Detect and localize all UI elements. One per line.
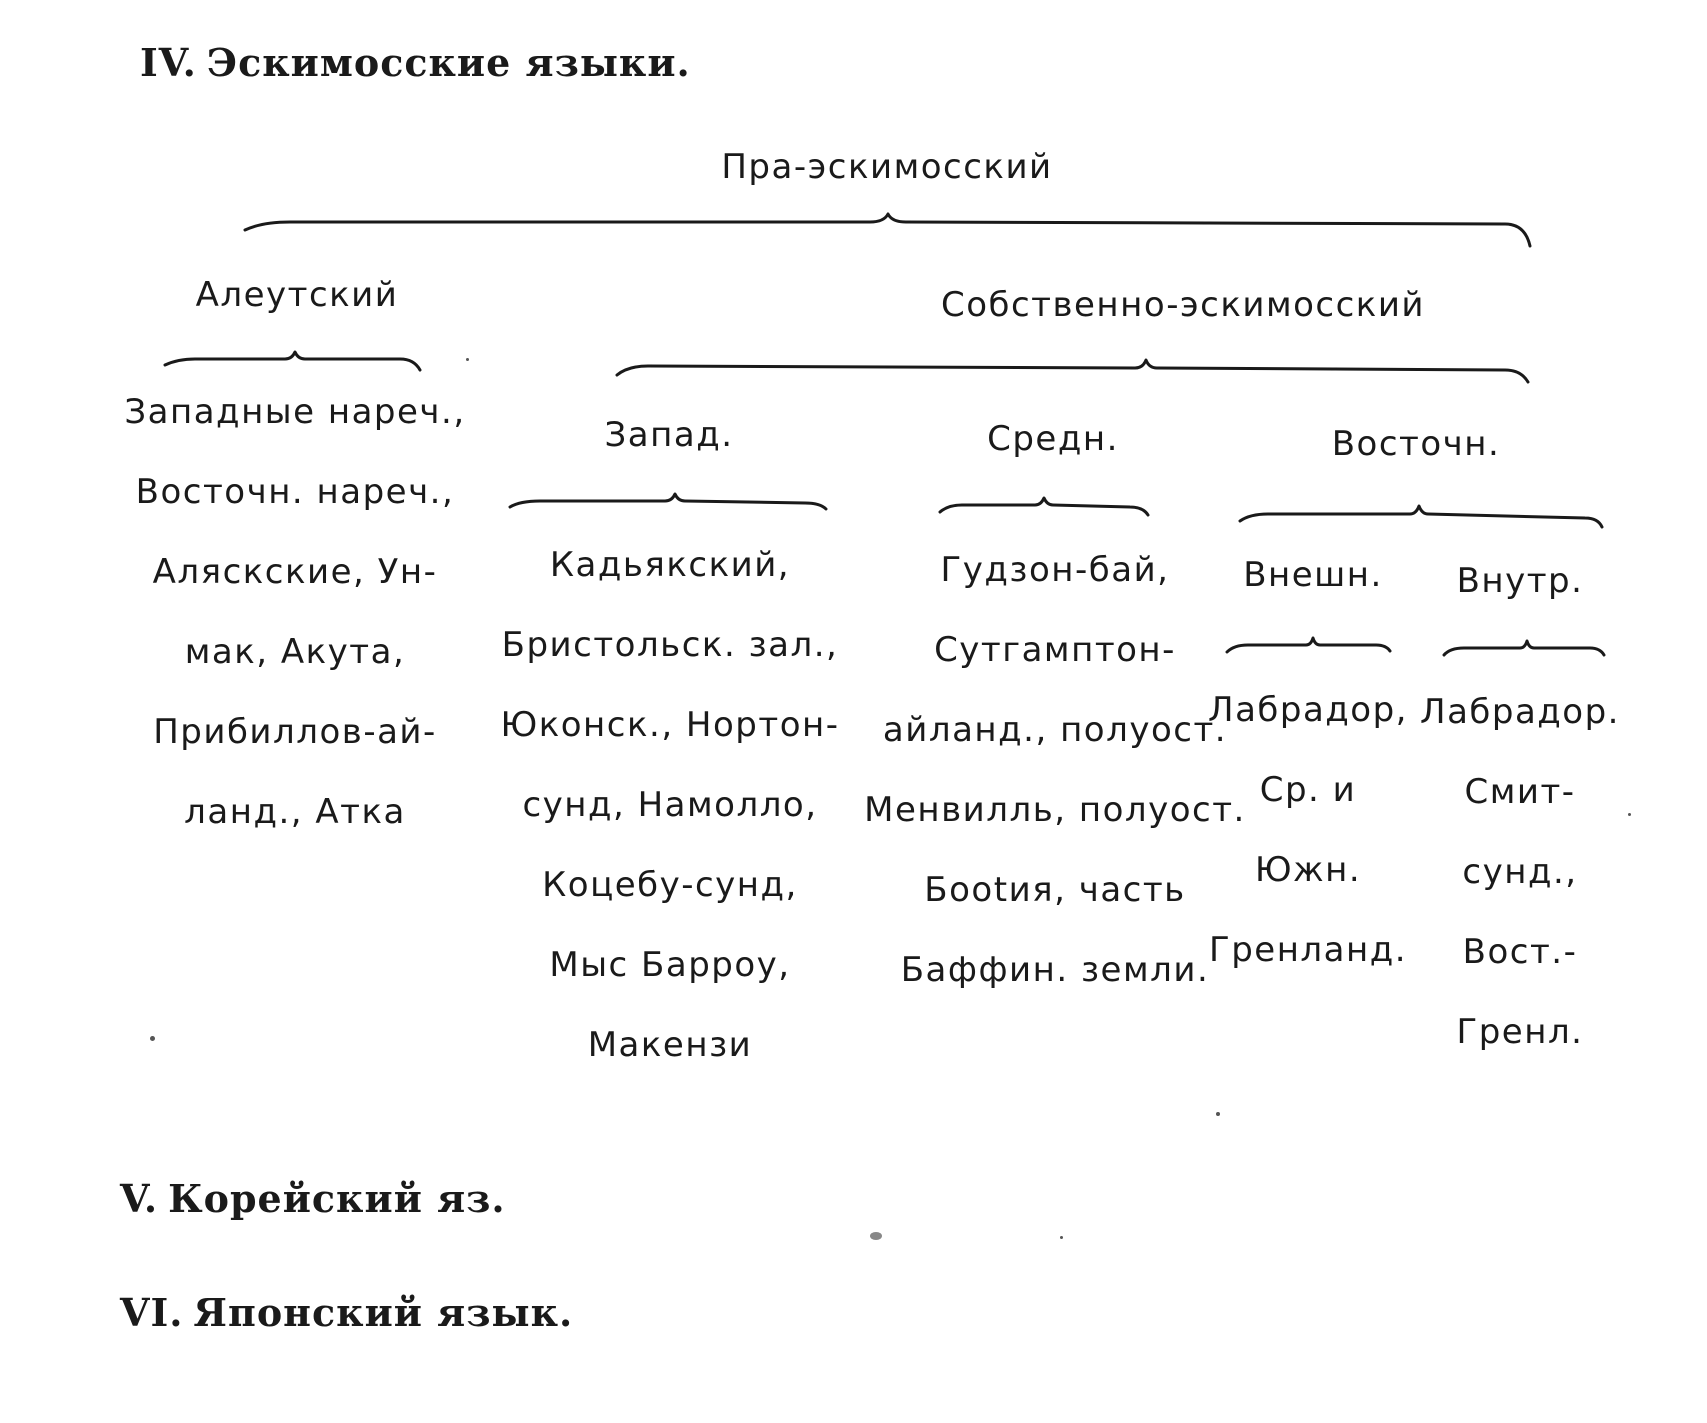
scan-speck (1060, 1236, 1063, 1239)
scan-speck (1216, 1112, 1220, 1116)
scan-speck (870, 1232, 882, 1240)
list-item: мак, Акута, (184, 632, 406, 672)
scan-speck (1628, 813, 1631, 816)
section-title: Корейский яз. (168, 1176, 506, 1221)
section-title: Японский язык. (193, 1290, 574, 1335)
section-title: Эскимосские языки. (206, 40, 691, 85)
list-item: Гренланд. (1208, 930, 1408, 970)
list-item: Западные нареч., (124, 392, 466, 432)
aleut-label: Алеутский (195, 275, 399, 315)
inner-label: Внутр. (1456, 561, 1584, 601)
inner-dialect-list (1420, 692, 1620, 1092)
list-item: Менвилль, полуост. (864, 790, 1246, 830)
list-item: Сутгамптон- (934, 630, 1176, 670)
list-item: Гренл. (1456, 1012, 1584, 1052)
section-number: IV. (140, 40, 197, 85)
root-brace (245, 214, 1530, 246)
scan-speck (150, 1036, 155, 1041)
list-item: Бootия, часть (924, 870, 1186, 910)
list-item: Ср. и (1259, 770, 1357, 810)
central-dialect-list (864, 550, 1246, 1030)
list-item: сунд, Намолло, (522, 785, 818, 825)
aleut-dialect-list (124, 392, 465, 872)
list-item: Южн. (1254, 850, 1362, 890)
section-heading-eskimo (140, 40, 691, 85)
list-item: Мыс Барроу, (549, 945, 791, 985)
list-item: Прибиллов-ай- (153, 712, 437, 752)
root-label: Пра-эскимосский (721, 147, 1053, 187)
section-heading-japanese (120, 1290, 573, 1335)
list-item: Вост.- (1462, 932, 1578, 972)
west-brace (510, 494, 826, 509)
list-item: сунд., (1462, 852, 1578, 892)
central-brace (940, 498, 1148, 515)
eskimo-proper-label: Собственно-эскимосский (940, 285, 1426, 325)
west-label: Запад. (604, 415, 734, 455)
list-item: айланд., полуост. (882, 710, 1228, 750)
outer-brace (1227, 638, 1390, 652)
east-label: Восточн. (1331, 424, 1501, 464)
outer-label: Внешн. (1243, 555, 1383, 595)
section-number: V. (120, 1176, 159, 1221)
list-item: Восточн. нареч., (135, 472, 455, 512)
list-item: Лабрадор, (1208, 690, 1408, 730)
list-item: Баффин. земли. (900, 950, 1210, 990)
list-item: Аляскские, Ун- (152, 552, 438, 592)
list-item: Гудзон-бай, (940, 550, 1170, 590)
list-item: Смит- (1464, 772, 1576, 812)
aleut-brace (165, 352, 420, 370)
list-item: ланд., Атка (184, 792, 406, 832)
east-brace (1240, 506, 1602, 527)
central-label: Средн. (987, 419, 1119, 459)
inner-brace (1444, 641, 1604, 655)
section-heading-korean (120, 1176, 506, 1221)
list-item: Лабрадор. (1420, 692, 1620, 732)
list-item: Бристольск. зал., (501, 625, 839, 665)
list-item: Юконск., Нортон- (500, 705, 840, 745)
section-number: VI. (120, 1290, 184, 1335)
eskimo-proper-brace (617, 360, 1528, 382)
list-item: Кадьякский, (549, 545, 791, 585)
west-dialect-list (501, 545, 840, 1105)
outer-dialect-list (1208, 690, 1408, 1010)
list-item: Коцебу-сунд, (542, 865, 798, 905)
scan-speck (466, 358, 469, 361)
list-item: Макензи (587, 1025, 753, 1065)
